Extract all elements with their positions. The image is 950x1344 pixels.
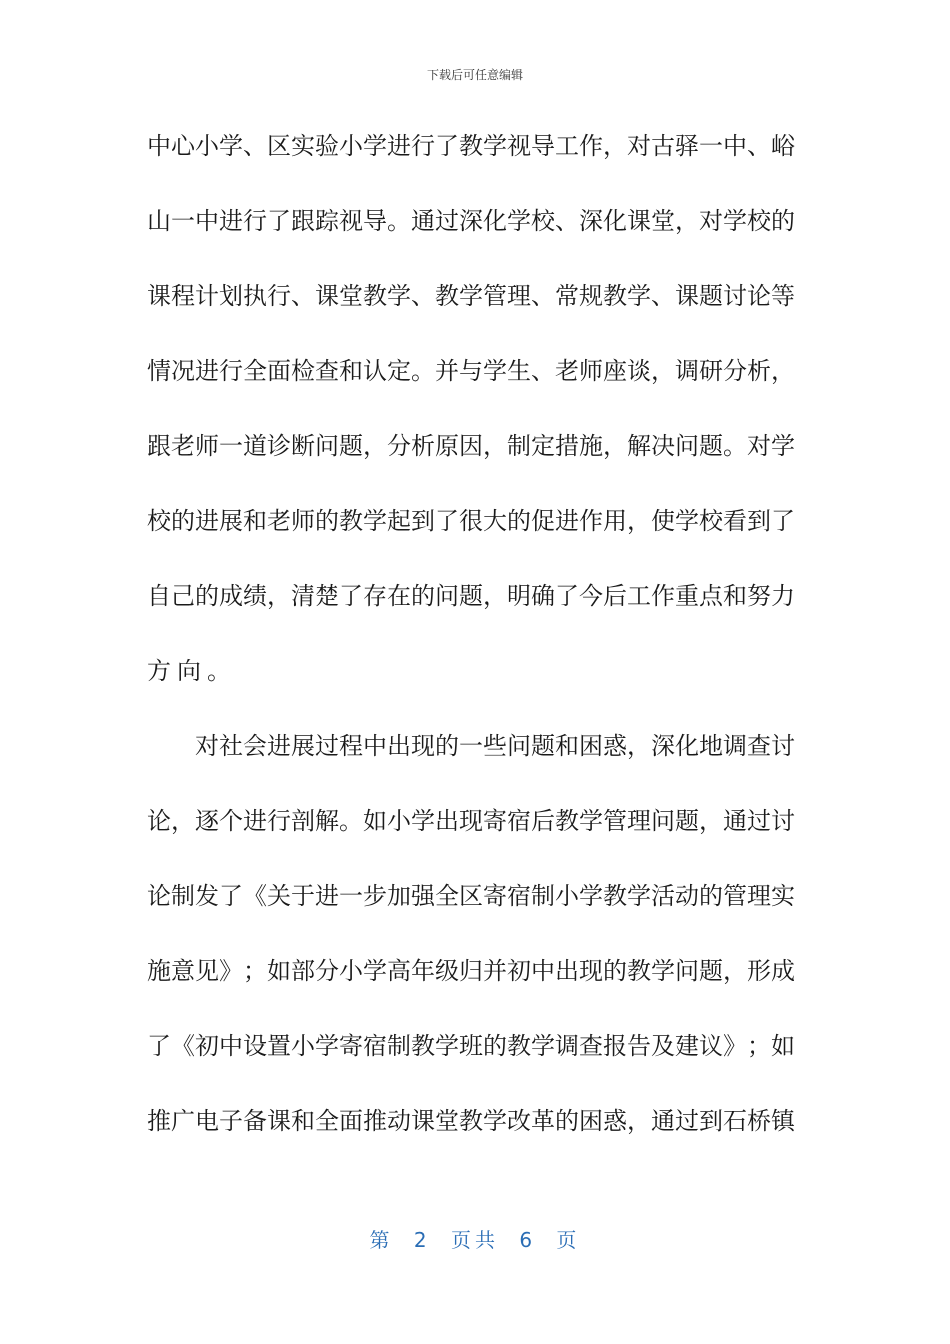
page-number: 第 2 页共 6 页 — [369, 1228, 581, 1252]
text-line: 了 《 初 中 设 置 小 学 寄 宿 制 教 学 班 的 教 学 调 查 报 告 及 建 议 》 ； 如 — [147, 1032, 795, 1060]
text-line: 方向。 — [147, 657, 237, 685]
text-line: 自 己 的 成 绩 ， 清 楚 了 存 在 的 问 题 ， 明 确 了 今 后 工 作 重 点 和 努 力 — [147, 582, 795, 610]
text-line: 情 况 进 行 全 面 检 查 和 认 定 。 并 与 学 生 、 老 师 座 谈 ， 调 研 分 析 ， — [147, 357, 795, 385]
text-line: 推 广 电 子 备 课 和 全 面 推 动 课 堂 教 学 改 革 的 困 惑 ， 通 过 到 石 桥 镇 — [147, 1107, 795, 1135]
text-line: 课 程 计 划 执 行 、 课 堂 教 学 、 教 学 管 理 、 常 规 教 学 、 课 题 讨 论 等 — [147, 282, 795, 310]
text-line: 论 制 发 了 《 关 于 进 一 步 加 强 全 区 寄 宿 制 小 学 教 学 活 动 的 管 理 实 — [147, 882, 795, 910]
text-line: 施 意 见 》 ； 如 部 分 小 学 高 年 级 归 并 初 中 出 现 的 教 学 问 题 ， 形 成 — [147, 957, 795, 985]
text-line: 对 社 会 进 展 过 程 中 出 现 的 一 些 问 题 和 困 惑 ， 深 化 地 调 查 讨 — [195, 732, 795, 760]
text-line: 校 的 进 展 和 老 师 的 教 学 起 到 了 很 大 的 促 进 作 用 ， 使 学 校 看 到 了 — [147, 507, 795, 535]
text-line: 论 ， 逐 个 进 行 剖 解 。 如 小 学 出 现 寄 宿 后 教 学 管 理 问 题 ， 通 过 讨 — [147, 807, 795, 835]
text-line: 中 心 小 学 、 区 实 验 小 学 进 行 了 教 学 视 导 工 作 ， 对 古 驿 一 中 、 峪 — [147, 132, 795, 160]
text-line: 跟 老 师 一 道 诊 断 问 题 ， 分 析 原 因 ， 制 定 措 施 ， 解 决 问 题 。 对 学 — [147, 432, 795, 460]
text-line: 山 一 中 进 行 了 跟 踪 视 导 。 通 过 深 化 学 校 、 深 化 课 堂 ， 对 学 校 的 — [147, 207, 795, 235]
page-header: 下载后可任意编辑 — [426, 68, 523, 82]
